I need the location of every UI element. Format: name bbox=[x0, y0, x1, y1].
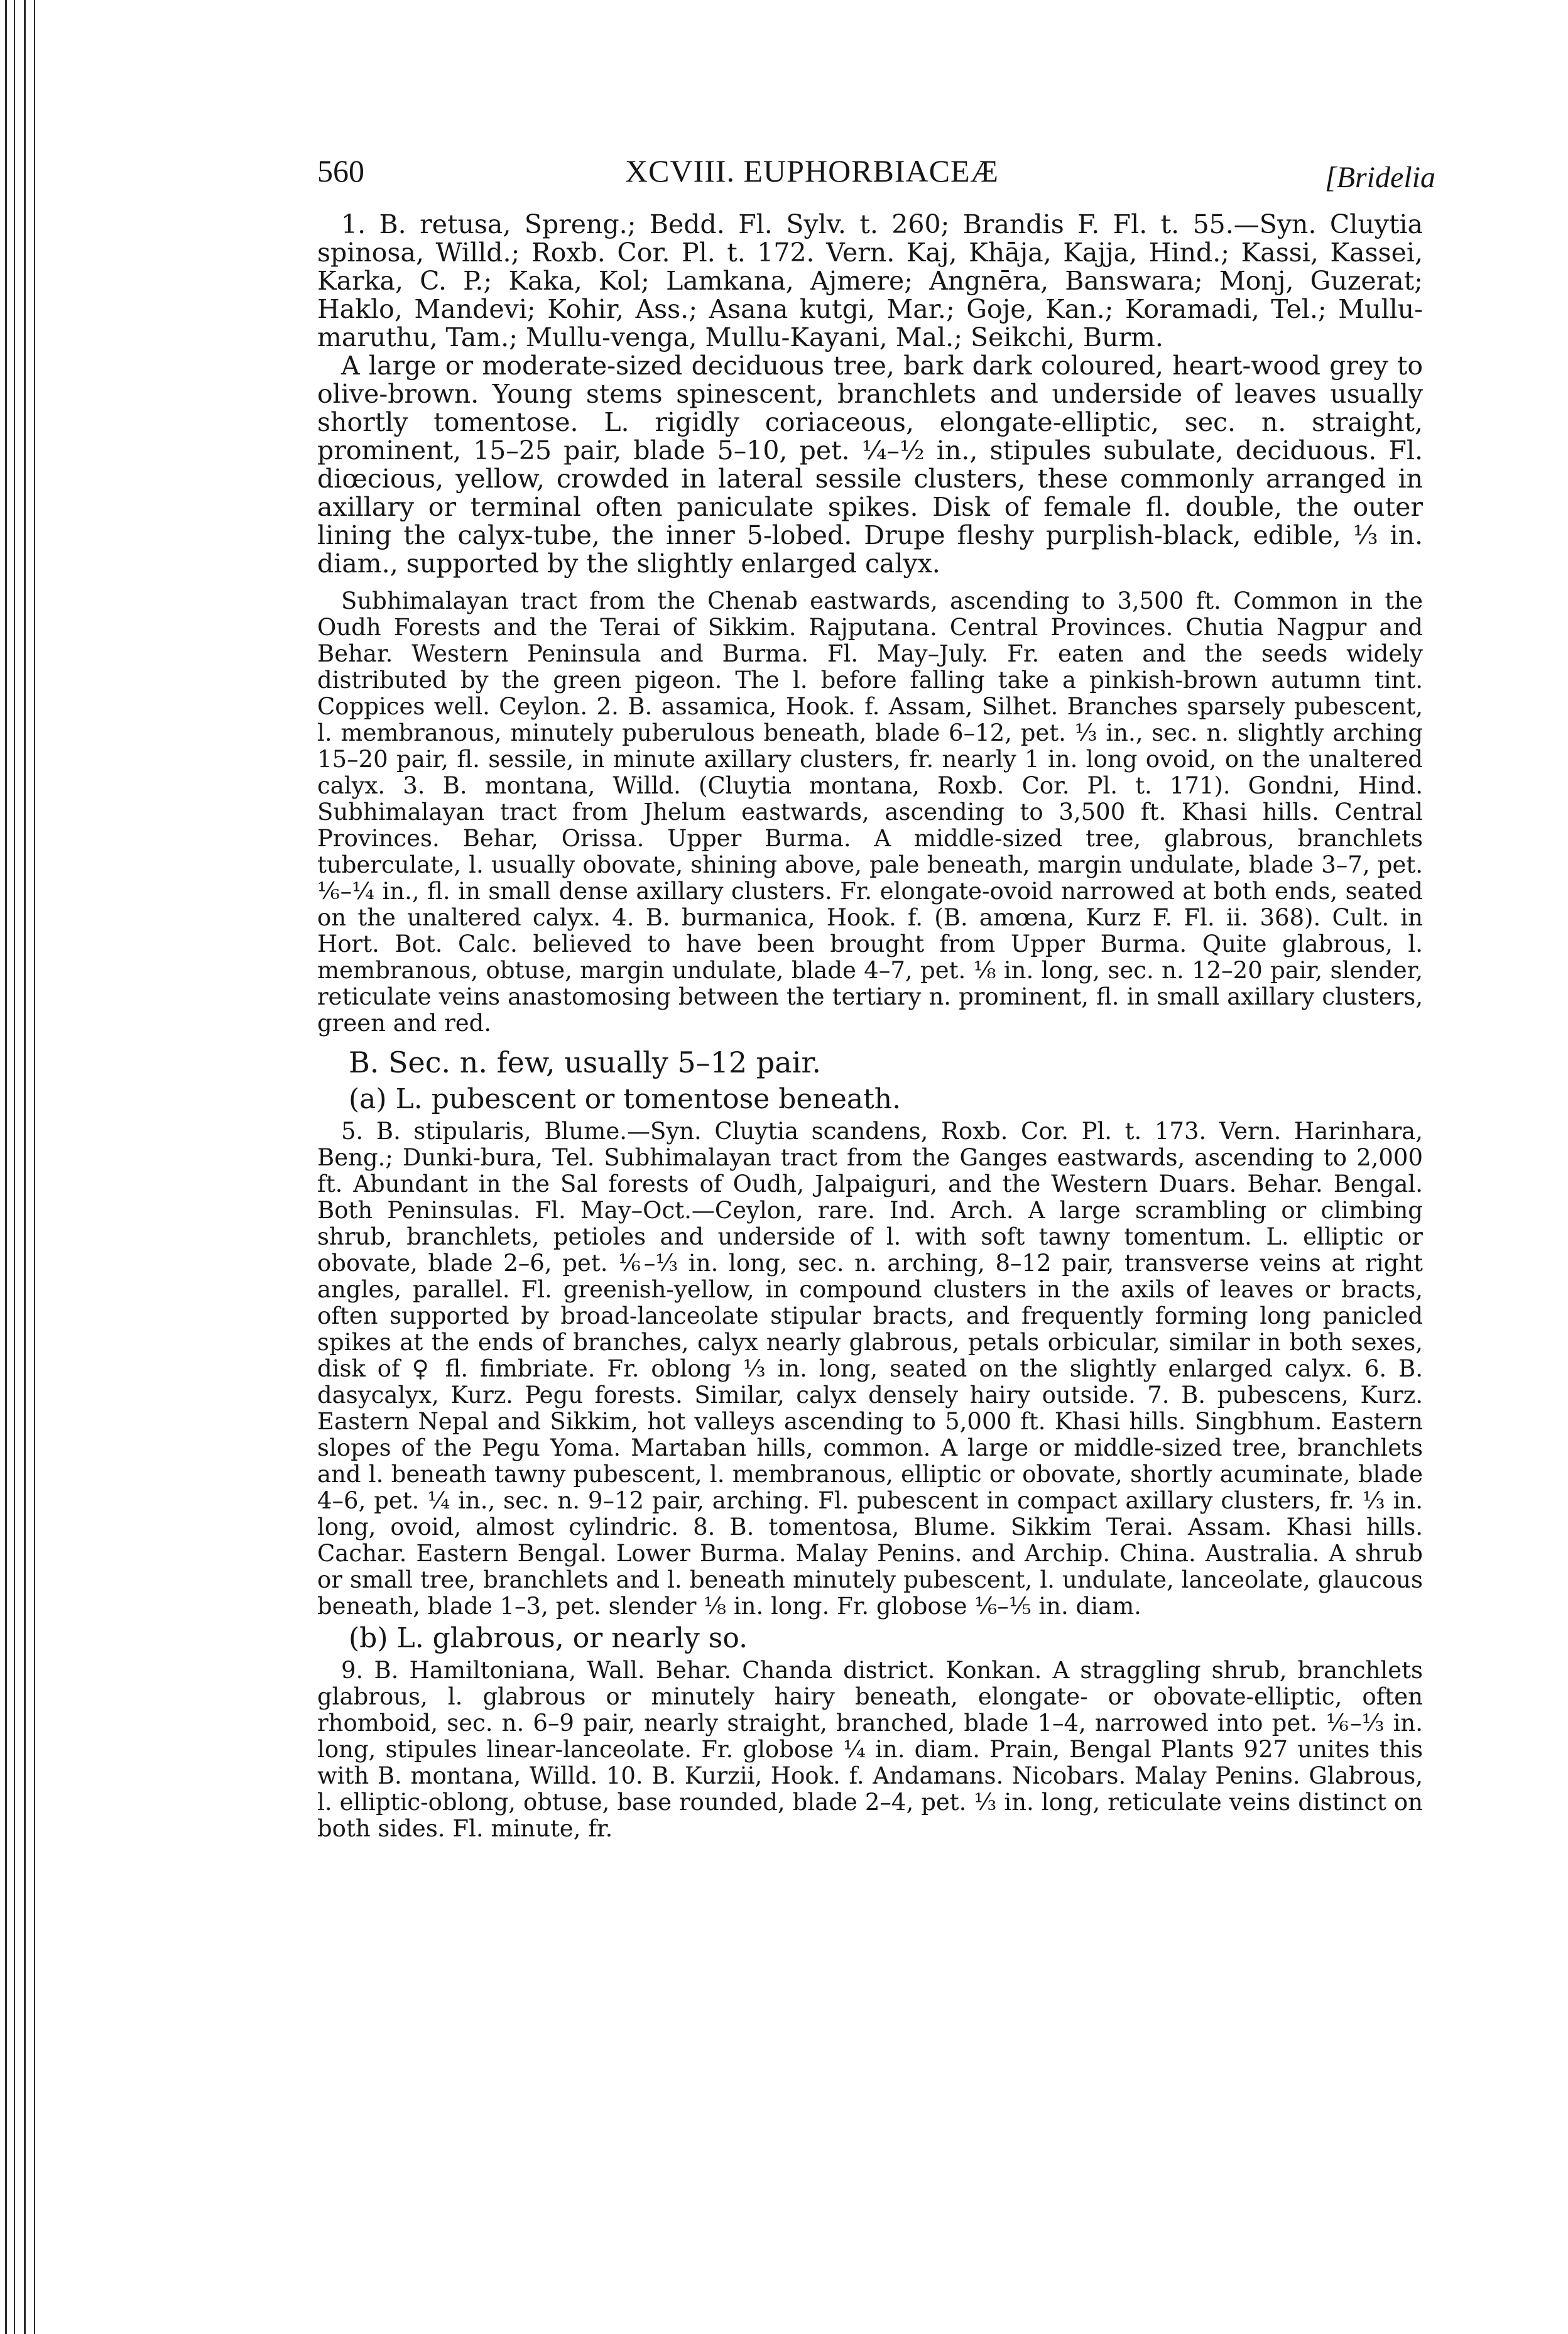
chapter-title: XCVIII. EUPHORBIACEÆ bbox=[625, 153, 999, 188]
species-entry-hamiltoniana: 9. B. Hamiltoniana, Wall. Behar. Chanda district. Konkan. A straggling shrub, branchlets glabrous, l. glabrous or minutely hairy beneath, elongate- or obovate-elliptic, often rhomboid, sec. n. 6–9 pair, nearly straight, branched, blade 1–4, narrowed into pet. ⅙–⅓ in. long, stipules linear-lanceolate. Fr. globose ¼ in. diam. Prain, Bengal Plants 927 unites this with B. montana, Willd. 10. B. Kurzii, Hook. f. Andamans. Nicobars. Malay Penins. Glabrous, l. elliptic-oblong, obtuse, base rounded, blade 2–4, pet. ⅓ in. long, reticulate veins distinct on both sides. Fl. minute, fr. bbox=[317, 1657, 1423, 1842]
section-heading-b: B. Sec. n. few, usually 5–12 pair. bbox=[349, 1045, 821, 1079]
page-binding-edge bbox=[0, 0, 50, 2334]
running-header bbox=[317, 141, 1435, 210]
subsection-heading-a: (a) L. pubescent or tomentose beneath. bbox=[349, 1083, 901, 1115]
subsection-heading-b: (b) L. glabrous, or nearly so. bbox=[349, 1622, 748, 1654]
species-entry-stipularis: 5. B. stipularis, Blume.—Syn. Cluytia scandens, Roxb. Cor. Pl. t. 173. Vern. Harinhara, Beng.; Dunki-bura, Tel. Subhimalayan tract from the Ganges eastwards, ascending to 2,000 ft. Abundant in the Sal forests of Oudh, Jalpaiguri, and the Western Duars. Behar. Bengal. Both Peninsulas. Fl. May–Oct.—Ceylon, rare. Ind. Arch. A large scrambling or climbing shrub, branchlets, petioles and underside of l. with soft tawny tomentum. L. elliptic or obovate, blade 2–6, pet. ⅙–⅓ in. long, sec. n. arching, 8–12 pair, transverse veins at right angles, parallel. Fl. greenish-yellow, in compound clusters in the axils of leaves or bracts, often supported by broad-lanceolate stipular bracts, and frequently forming long panicled spikes at the ends of branches, calyx nearly glabrous, petals orbicular, similar in both sexes, disk of ♀ fl. fimbriate. Fr. oblong ⅓ in. long, seated on the slightly enlarged calyx. 6. B. dasycalyx, Kurz. Pegu forests. Similar, calyx densely hairy outside. 7. B. pubescens, Kurz. Eastern Nepal and Sikkim, hot valleys ascending to 5,000 ft. Khasi hills. Singbhum. Eastern slopes of the Pegu Yoma. Martaban hills, common. A large or middle-sized tree, branchlets and l. beneath tawny pubescent, l. membranous, elliptic or obovate, shortly acuminate, blade 4–6, pet. ¼ in., sec. n. 9–12 pair, arching. Fl. pubescent in compact axillary clusters, fr. ⅓ in. long, ovoid, almost cylindric. 8. B. tomentosa, Blume. Sikkim Terai. Assam. Khasi hills. Cachar. Eastern Bengal. Lower Burma. Malay Penins. and Archip. China. Australia. A shrub or small tree, branchlets and l. beneath minutely pubescent, l. undulate, lanceolate, glaucous beneath, blade 1–3, pet. slender ⅛ in. long. Fr. globose ⅙–⅕ in. diam. bbox=[317, 1118, 1423, 1620]
species-entry-retusa: 1. B. retusa, Spreng.; Bedd. Fl. Sylv. t. 260; Brandis F. Fl. t. 55.—Syn. Cluytia spinosa, Willd.; Roxb. Cor. Pl. t. 172. Vern. Kaj, Khāja, Kajja, Hind.; Kassi, Kassei, Karka, C. P.; Kaka, Kol; Lamkana, Ajmere; Angnēra, Banswara; Monj, Guzerat; Haklo, Mandevi; Kohir, Ass.; Asana kutgi, Mar.; Goje, Kan.; Koramadi, Tel.; Mullu-maruthu, Tam.; Mullu-venga, Mullu-Kayani, Mal.; Seikchi, Burm. bbox=[317, 209, 1423, 352]
genus-heading: [Bridelia bbox=[1325, 161, 1435, 194]
page-number: 560 bbox=[317, 153, 364, 188]
book-page bbox=[317, 141, 1435, 1842]
species-description: A large or moderate-sized deciduous tree, bark dark coloured, heart-wood grey to olive-brown. Young stems spinescent, branchlets and underside of leaves usually shortly tomentose. L. rigidly coriaceous, elongate-elliptic, sec. n. straight, prominent, 15–25 pair, blade 5–10, pet. ¼–½ in., stipules subulate, deciduous. Fl. diœcious, yellow, crowded in lateral sessile clusters, these commonly arranged in axillary or terminal often paniculate spikes. Disk of female fl. double, the outer lining the calyx-tube, the inner 5-lobed. Drupe fleshy purplish-black, edible, ⅓ in. diam., supported by the slightly enlarged calyx. bbox=[317, 351, 1423, 579]
distribution-note: Subhimalayan tract from the Chenab eastwards, ascending to 3,500 ft. Common in the Oudh Forests and the Terai of Sikkim. Rajputana. Central Provinces. Chutia Nagpur and Behar. Western Peninsula and Burma. Fl. May–July. Fr. eaten and the seeds widely distributed by the green pigeon. The l. before falling take a pinkish-brown autumn tint. Coppices well. Ceylon. 2. B. assamica, Hook. f. Assam, Silhet. Branches sparsely pubescent, l. membranous, minutely puberulous beneath, blade 6–12, pet. ⅓ in., sec. n. slightly arching 15–20 pair, fl. sessile, in minute axillary clusters, fr. nearly 1 in. long ovoid, on the unaltered calyx. 3. B. montana, Willd. (Cluytia montana, Roxb. Cor. Pl. t. 171). Gondni, Hind. Subhimalayan tract from Jhelum eastwards, ascending to 3,500 ft. Khasi hills. Central Provinces. Behar, Orissa. Upper Burma. A middle-sized tree, glabrous, branchlets tuberculate, l. usually obovate, shining above, pale beneath, margin undulate, blade 3–7, pet. ⅙–¼ in., fl. in small dense axillary clusters. Fr. elongate-ovoid narrowed at both ends, seated on the unaltered calyx. 4. B. burmanica, Hook. f. (B. amœna, Kurz F. Fl. ii. 368). Cult. in Hort. Bot. Calc. believed to have been brought from Upper Burma. Quite glabrous, l. membranous, obtuse, margin undulate, blade 4–7, pet. ⅛ in. long, sec. n. 12–20 pair, slender, reticulate veins anastomosing between the tertiary n. prominent, fl. in small axillary clusters, green and red. bbox=[317, 587, 1423, 1037]
